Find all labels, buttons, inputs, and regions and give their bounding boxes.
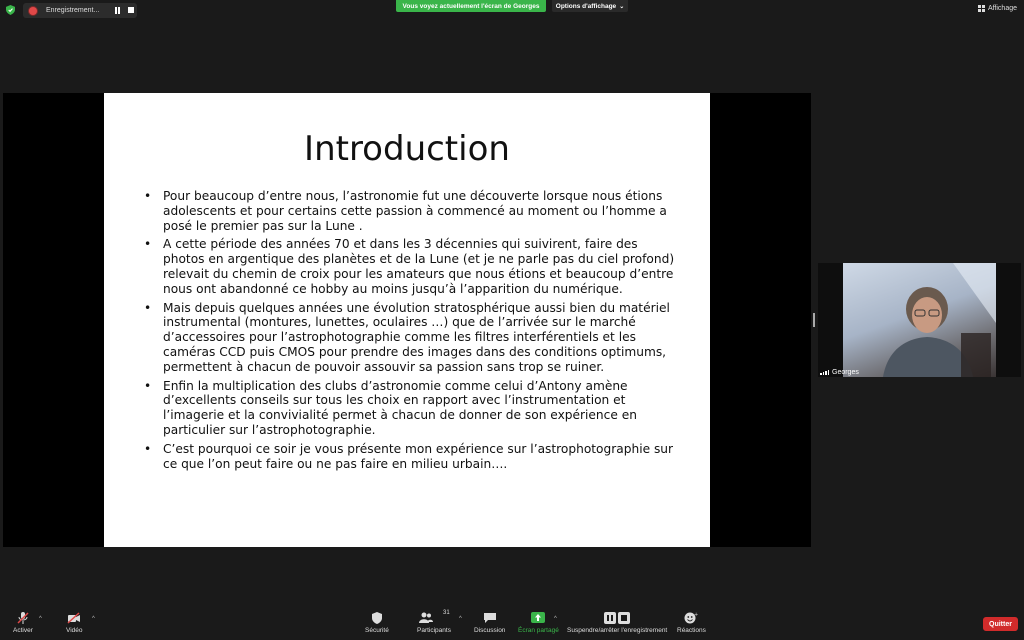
participants-label: Participants xyxy=(417,627,451,634)
webcam-person-image xyxy=(843,263,996,377)
connection-strength-icon xyxy=(820,370,829,375)
meeting-toolbar xyxy=(0,608,1024,640)
slide-bullet: • C’est pourquoi ce soir je vous présente mon expérience sur l’astrophotographie sur ce que l’on peut faire ou ne pas faire en milieu urbain…. xyxy=(144,442,679,472)
pause-stop-recording-button[interactable] xyxy=(567,612,667,634)
presentation-slide xyxy=(104,93,710,547)
slide-bullets xyxy=(144,189,679,475)
unmute-label: Activer xyxy=(13,627,33,634)
slide-bullet: • Enfin la multiplication des clubs d’astronomie comme celui d’Antony amène d’excellents conseils sur tous les choix en rapport avec l’instrumentation et l’imagerie et la convivialité permet à chacun de donner de son expérience en particulier sur l’astrophotographie. xyxy=(144,379,679,438)
record-dot-icon xyxy=(29,7,37,15)
grid-icon xyxy=(978,5,985,12)
shield-icon[interactable] xyxy=(6,5,15,15)
slide-bullet: • Mais depuis quelques années une évolution stratosphérique aussi bien du matériel instrumental (montures, lunettes, oculaires …) que de l’arrivée sur le marché d’accessoires pour l’astrophotographie comme les filtres interférentiels et les caméras CCD puis CMOS pour prendre des images dans des conditions optimums, permettent à chacun de pouvoir assouvir sa passion sans trop se ruiner. xyxy=(144,301,679,375)
view-options-button[interactable] xyxy=(552,0,628,12)
stop-recording-icon[interactable] xyxy=(128,7,134,13)
muted-microphone-icon xyxy=(16,612,30,624)
reactions-button[interactable] xyxy=(677,612,706,634)
unmute-button[interactable] xyxy=(13,612,33,634)
share-screen-label: Écran partagé xyxy=(518,627,559,634)
leave-meeting-button[interactable]: Quitter xyxy=(983,617,1018,631)
participant-video-tile[interactable] xyxy=(818,263,1021,377)
audio-options-chevron-icon[interactable]: ^ xyxy=(39,616,42,622)
recording-indicator xyxy=(23,3,137,18)
share-screen-button[interactable] xyxy=(518,612,559,634)
participants-button[interactable] xyxy=(417,612,451,634)
view-label: Affichage xyxy=(987,5,1017,12)
security-label: Sécurité xyxy=(365,627,389,634)
chevron-down-icon: ⌄ xyxy=(619,3,625,10)
pause-recording-icon[interactable] xyxy=(114,7,121,14)
screen-share-banner: Vous voyez actuellement l'écran de Georges xyxy=(396,0,546,12)
view-options-label: Options d'affichage xyxy=(555,2,617,10)
top-bar xyxy=(0,0,1024,20)
participants-icon-wrap xyxy=(419,612,449,624)
video-off-icon xyxy=(67,612,81,624)
reactions-label: Réactions xyxy=(677,627,706,634)
video-options-chevron-icon[interactable]: ^ xyxy=(92,616,95,622)
slide-bullet: • Pour beaucoup d’entre nous, l’astronomie fut une découverte lorsque nous étions adolescents et pour certains cette passion à commencé au moment ou l’homme a posé le premier pas sur la Lune . xyxy=(144,189,679,233)
video-label: Vidéo xyxy=(66,627,83,634)
panel-resize-handle[interactable] xyxy=(813,313,815,327)
recording-label: Enregistrement... xyxy=(46,7,100,14)
participant-name-label xyxy=(820,369,859,376)
chat-button[interactable] xyxy=(474,612,505,634)
reaction-smiley-icon xyxy=(684,612,698,624)
participants-options-chevron-icon[interactable]: ^ xyxy=(459,616,462,622)
participants-count: 31 xyxy=(442,610,450,616)
svg-text:+: + xyxy=(694,612,699,618)
participant-name: Georges xyxy=(832,369,859,376)
security-shield-icon xyxy=(370,612,384,624)
share-screen-icon xyxy=(531,612,545,624)
slide-title: Introduction xyxy=(304,129,510,169)
security-button[interactable] xyxy=(365,612,389,634)
chat-bubble-icon xyxy=(483,612,497,624)
slide-bullet: • A cette période des années 70 et dans les 3 décennies qui suivirent, faire des photos en argentique des planètes et de la Lune (et je ne parle pas du ciel profond) relevait du chemin de croix pour les amateurs que nous étions et beaucoup d’entre nous ont abandonné ce hobby au moins jusqu’à l’apparition du numérique. xyxy=(144,237,679,296)
view-button[interactable] xyxy=(978,5,1017,12)
pause-stop-recording-label: Suspendre/arrêter l'enregistrement xyxy=(567,627,668,634)
share-options-chevron-icon[interactable]: ^ xyxy=(554,616,557,622)
pause-stop-icon xyxy=(604,612,630,624)
video-button[interactable] xyxy=(66,612,83,634)
chat-label: Discussion xyxy=(474,627,506,634)
participants-icon xyxy=(419,612,433,624)
participant-video xyxy=(843,263,996,377)
